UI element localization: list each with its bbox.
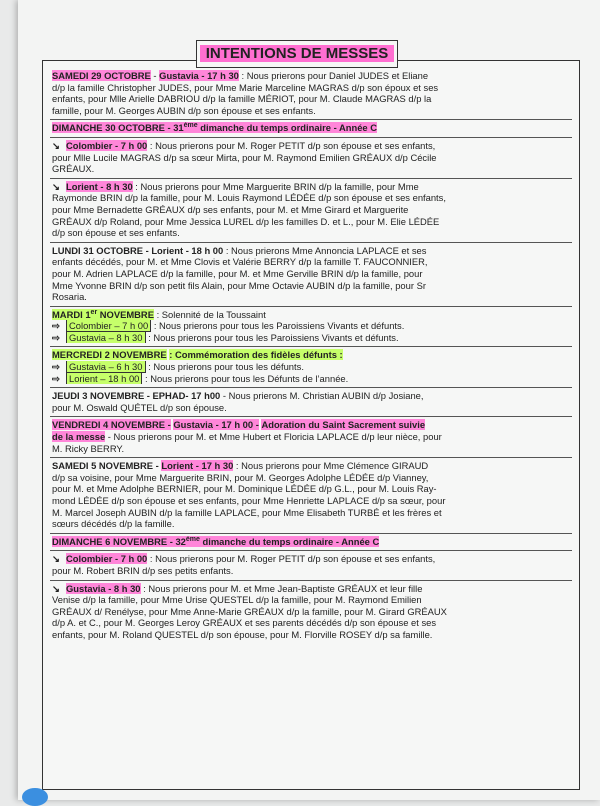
- entry-text: : Nous prierons Mme Annoncia LAPLACE et ses: [225, 244, 427, 256]
- entry-place: Lorient – 18 h 00: [66, 373, 142, 385]
- entry-place: Gustavia – 6 h 30: [66, 361, 146, 373]
- intentions-list: [50, 68, 572, 644]
- blue-object: [22, 788, 48, 806]
- entry-text: Mme Yvonne BRIN d/p son petit fils Alain, pour Mme Octavie AUBIN d/p la famille, pour Sr: [52, 279, 426, 291]
- entry-place: Colombier - 7 h 00: [66, 553, 148, 565]
- entry-colombier-30-octobre: [50, 138, 572, 179]
- title-text: INTENTIONS DE MESSES: [200, 45, 395, 62]
- entry-text: sœurs décédés d/p la famille.: [52, 518, 175, 530]
- entry-text: GRÉAUX d/p Roland, pour Mme Jessica LUREL d/p les familles D. et L., pour M. Elie LÉDÉE: [52, 215, 440, 227]
- entry-text: pour M. Oswald QUÉTEL d/p son épouse.: [52, 401, 227, 413]
- entry-text: enfants décédés, pour M. et Mme Clovis et Valérie BERRY d/p la famille T. FAUCONNIER,: [52, 256, 428, 268]
- entry-subtitle: : Commémoration des fidèles défunts :: [169, 349, 343, 361]
- entry-text: Rosaria.: [52, 291, 87, 303]
- entry-text: pour M. et Mme Adolphe BERNIER, pour M. Dominique LÉDÉE d/p G.L., pour M. Louis Ray-: [52, 483, 437, 495]
- entry-text: pour M. Robert BRIN d/p ses petits enfants.: [52, 564, 234, 576]
- arrow-icon: ↘: [52, 139, 60, 151]
- entry-colombier-6-novembre: [50, 551, 572, 580]
- entry-place: Gustavia – 8 h 30: [66, 332, 146, 344]
- entry-heading: MARDI 1er NOVEMBRE: [52, 308, 154, 320]
- arrow-right-icon: ⇨: [52, 331, 60, 343]
- entry-text: pour Mlle Lucile MAGRAS d/p sa sœur Mirta, pour M. Raymond Emilien GRÉAUX d/p Cécile: [52, 151, 437, 163]
- entry-place: Lorient - 17 h 30: [161, 460, 234, 472]
- entry-dimanche-6-novembre: [50, 534, 572, 552]
- entry-text: GRÉAUX d/ Renélyse, pour Mme Anne-Marie GRÉAUX d/p la famille, pour M. Girard GRÉAUX: [52, 605, 447, 617]
- entry-text: : Nous prierons pour M. et Mme Jean-Baptiste GRÉAUX et leur fille: [143, 582, 423, 594]
- entry-subtitle: Adoration du Saint Sacrement suivie: [261, 419, 426, 431]
- entry-heading: DIMANCHE 6 NOVEMBRE - 32ème dimanche du temps ordinaire - Année C: [52, 535, 380, 547]
- entry-vendredi-4-novembre: [50, 417, 572, 458]
- arrow-icon: ↘: [52, 582, 60, 594]
- arrow-right-icon: ⇨: [52, 320, 60, 332]
- entry-samedi-29-octobre: SAMEDI 29 OCTOBRE - Gustavia - 17 h 30 : Nous prierons pour Daniel JUDES et Eliane d/p la famille Christopher JUDES, pour Mme Marie Marceline MAGRAS d/p son époux et ses enfants, pour Mlle Arielle DABRIOU d/p la famille MÉRIOT, pour M. Claude MAGRAS d/p la famille, pour M. Georges AUBIN d/p son épouse et ses enfants.: [50, 68, 572, 120]
- entry-text: : Nous prierons pour Mme Clémence GIRAUD: [235, 460, 429, 472]
- entry-text: M. Ricky BERRY.: [52, 442, 125, 454]
- entry-text: d/p sa voisine, pour Mme Marguerite BRIN, pour M. Georges Adolphe LÉDÉE d/p Vianney,: [52, 471, 429, 483]
- entry-text: enfants, pour Mlle Arielle DABRIOU d/p la famille MÉRIOT, pour M. Claude MAGRAS d/p la: [52, 93, 432, 105]
- entry-text: enfants, pour M. Roland QUESTEL d/p son épouse, pour M. Florville ROSEY d/p sa famille.: [52, 628, 433, 640]
- entry-jeudi-3-novembre: [50, 388, 572, 417]
- page-title: [196, 40, 398, 68]
- entry-text: - Nous prierons M. Christian AUBIN d/p Josiane,: [222, 390, 424, 402]
- entry-text: d/p son épouse et ses enfants.: [52, 227, 180, 239]
- entry-text: : Nous prierons pour M. Roger PETIT d/p son épouse et ses enfants,: [149, 553, 436, 565]
- entry-subtitle: de la messe: [52, 431, 106, 443]
- entry-samedi-5-novembre: [50, 458, 572, 534]
- entry-text: : Nous prierons pour tous les Défunts de l’année.: [144, 372, 349, 384]
- entry-text: mond LÉDÉE d/p son épouse et ses enfants, pour Mme Henriette LAPLACE d/p sa sœur, pour: [52, 495, 446, 506]
- entry-place: Colombier – 7 h 00: [66, 320, 151, 332]
- entry-text: : Nous prierons pour tous les Paroissiens Vivants et défunts.: [148, 331, 399, 343]
- entry-heading: JEUDI 3 NOVEMBRE - EPHAD- 17 h00: [52, 390, 221, 402]
- entry-mercredi-2-novembre: [50, 347, 572, 388]
- entry-text: : Nous prierons pour Daniel JUDES et Eliane: [241, 70, 429, 81]
- entry-place: Lorient - 8 h 30: [66, 180, 133, 192]
- entry-place: Gustavia - 8 h 30: [66, 582, 141, 594]
- arrow-icon: ↘: [52, 180, 60, 192]
- arrow-right-icon: ⇨: [52, 372, 60, 384]
- entry-text: M. Marcel Joseph AUBIN d/p la famille LAPLACE, pour Mme Elisabeth TURBÉ et les frères et: [52, 506, 442, 518]
- entry-text: : Nous prierons pour tous les Paroissiens Vivants et défunts.: [153, 320, 405, 332]
- entry-heading: MERCREDI 2 NOVEMBRE: [52, 349, 167, 361]
- entry-text: pour Mme Bernadette GRÉAUX d/p ses enfants, pour M. et Mme Girard et Marguerite: [52, 203, 409, 215]
- entry-text: famille, pour M. Georges AUBIN d/p son épouse et ses enfants.: [52, 104, 316, 116]
- entry-heading: DIMANCHE 30 OCTOBRE - 31ème dimanche du temps ordinaire - Année C: [52, 122, 378, 134]
- entry-heading: LUNDI 31 OCTOBRE - Lorient - 18 h 00: [52, 244, 224, 256]
- entry-date: SAMEDI 5 NOVEMBRE -: [52, 460, 159, 472]
- entry-text: d/p A. et C., pour M. Georges Leroy GRÉAUX et ses parents décédés d/p son épouse et ses: [52, 617, 437, 629]
- entry-mardi-1-novembre: [50, 307, 572, 348]
- entry-text: - Nous prierons pour M. et Mme Hubert et Floricia LAPLACE d/p leur nièce, pour: [107, 431, 442, 443]
- entry-subtitle: : Solennité de la Toussaint: [156, 308, 266, 320]
- entry-date: VENDREDI 4 NOVEMBRE -: [52, 419, 171, 431]
- entry-text: : Nous prierons pour M. Roger PETIT d/p son épouse et ses enfants,: [149, 139, 436, 151]
- entry-lundi-31-octobre: [50, 243, 572, 307]
- entry-gustavia-6-novembre: [50, 581, 572, 644]
- entry-text: Venise d/p la famille, pour Mme Urise QUESTEL d/p la famille, pour M. Raymond Emilien: [52, 594, 422, 606]
- entry-text: d/p la famille Christopher JUDES, pour Mme Marie Marceline MAGRAS d/p son époux et ses: [52, 81, 439, 93]
- entry-text: GRÉAUX.: [52, 163, 95, 175]
- entry-date: SAMEDI 29 OCTOBRE: [52, 70, 151, 81]
- entry-place: Colombier - 7 h 00: [66, 139, 148, 151]
- entry-lorient-30-octobre: [50, 179, 572, 243]
- arrow-icon: ↘: [52, 553, 60, 565]
- entry-text: : Nous prierons pour tous les défunts.: [148, 361, 304, 373]
- entry-place: Gustavia - 17 h 00 -: [173, 419, 259, 431]
- entry-text: : Nous prierons pour Mme Marguerite BRIN d/p la famille, pour Mme: [135, 180, 419, 192]
- entry-place: Gustavia - 17 h 30: [159, 70, 239, 81]
- entry-text: pour M. Adrien LAPLACE d/p la famille, pour M. et Mme Gerville BRIN d/p la famille, pour: [52, 267, 423, 279]
- arrow-right-icon: ⇨: [52, 361, 60, 373]
- entry-dimanche-30-octobre: [50, 120, 572, 138]
- entry-text: Raymonde BRIN d/p la famille, pour M. Louis Raymond LÉDÉE d/p son épouse et ses enfants,: [52, 192, 446, 204]
